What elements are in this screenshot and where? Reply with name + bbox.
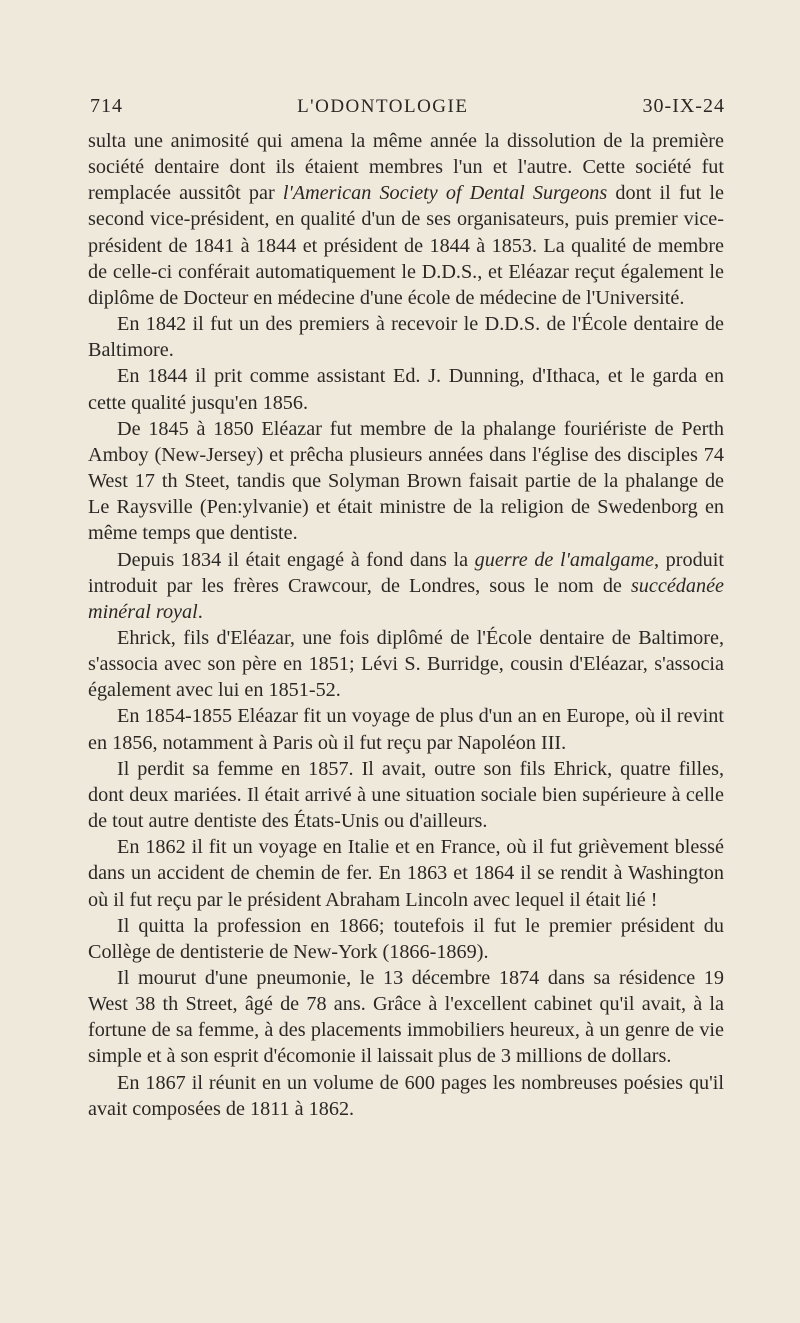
text-run: En 1867 il réunit en un volume de 600 pages les nombreuses poésies qu'il avait composées de 1811 à 1862. — [88, 1071, 724, 1120]
text-run: De 1845 à 1850 Eléazar fut membre de la phalange fouriériste de Perth Amboy (New-Jersey) et prêcha plusieurs années dans l'église des disciples 74 West 17 th Steet, tandis que Solyman Brown faisait partie de la phalange de Le Raysville (Pen:ylvanie) et était ministre de la religion de Swedenborg en même temps que dentiste. — [88, 417, 724, 545]
journal-title: L'ODONTOLOGIE — [297, 96, 469, 117]
paragraph — [88, 834, 724, 912]
paragraph — [88, 625, 724, 703]
text-run: , produit introduit par les frères Crawcour, de Londres, sous le nom de — [88, 548, 724, 597]
page-number: 714 — [90, 95, 123, 117]
paragraph — [88, 547, 724, 625]
paragraph — [88, 913, 724, 965]
paragraph — [88, 363, 724, 415]
text-run: dont il fut le second vice-président, en qualité d'un de ses organisateurs, puis premier vice-président de 1841 à 1844 et président de 1844 à 1853. La qualité de membre de celle-ci conférait automatiquement le D.D.S., et Eléazar reçut également le diplôme de Docteur en médecine d'une école de médecine de l'Université. — [88, 182, 724, 309]
paragraph — [88, 416, 724, 547]
paragraph — [88, 1070, 724, 1122]
text-run: Depuis 1834 il était engagé à fond dans la — [117, 548, 475, 571]
text-run: sulta une animosité qui amena la même année la dissolution de la première société dentaire dont ils étaient membres l'un et l'autre. Cette société fut remplacée aussitôt par — [88, 130, 724, 205]
text-run: . — [197, 600, 203, 623]
article-body — [88, 128, 724, 1122]
paragraph — [88, 756, 724, 834]
italic-text: succédanée minéral royal — [88, 574, 724, 623]
paragraph — [88, 128, 724, 311]
text-run: En 1862 il fit un voyage en Italie et en France, où il fut grièvement blessé dans un accident de chemin de fer. En 1863 et 1864 il se rendit à Washington où il fut reçu par le président Abraham Lincoln avec lequel il était lié ! — [88, 836, 724, 911]
text-run: Il perdit sa femme en 1857. Il avait, outre son fils Ehrick, quatre filles, dont deux mariées. Il était arrivé à une situation sociale bien supérieure à celle de tout autre dentiste des États-Unis ou d'ailleurs. — [88, 757, 724, 833]
italic-text: l'American Society of Dental Surgeons — [282, 182, 608, 205]
paragraph — [88, 311, 724, 363]
issue-date: 30-IX-24 — [642, 95, 725, 117]
text-run: En 1854-1855 Eléazar fit un voyage de plus d'un an en Europe, où il revint en 1856, notamment à Paris où il fut reçu par Napoléon III. — [88, 705, 724, 754]
paragraph — [88, 703, 724, 755]
text-run: Il quitta la profession en 1866; toutefois il fut le premier président du Collège de dentisterie de New-York (1866-1869). — [88, 914, 724, 963]
italic-text: guerre de l'amalgame — [474, 548, 655, 571]
text-run: Ehrick, fils d'Eléazar, une fois diplômé de l'École dentaire de Baltimore, s'associa avec son père en 1851; Lévi S. Burridge, cousin d'Eléazar, s'associa également avec lui en 1851-52. — [88, 626, 724, 702]
paragraph — [88, 965, 724, 1070]
text-run: En 1842 il fut un des premiers à recevoir le D.D.S. de l'École dentaire de Baltimore. — [88, 313, 724, 362]
text-run: En 1844 il prit comme assistant Ed. J. Dunning, d'Ithaca, et le garda en cette qualité jusqu'en 1856. — [88, 365, 724, 414]
text-run: Il mourut d'une pneumonie, le 13 décembre 1874 dans sa résidence 19 West 38 th Street, âgé de 78 ans. Grâce à l'excellent cabinet qu'il avait, à la fortune de sa femme, à des placements immobiliers heureux, à un genre de vie simple et à son esprit d'écomonie il laissait plus de 3 millions de dollars. — [88, 967, 724, 1068]
running-header — [90, 95, 725, 125]
